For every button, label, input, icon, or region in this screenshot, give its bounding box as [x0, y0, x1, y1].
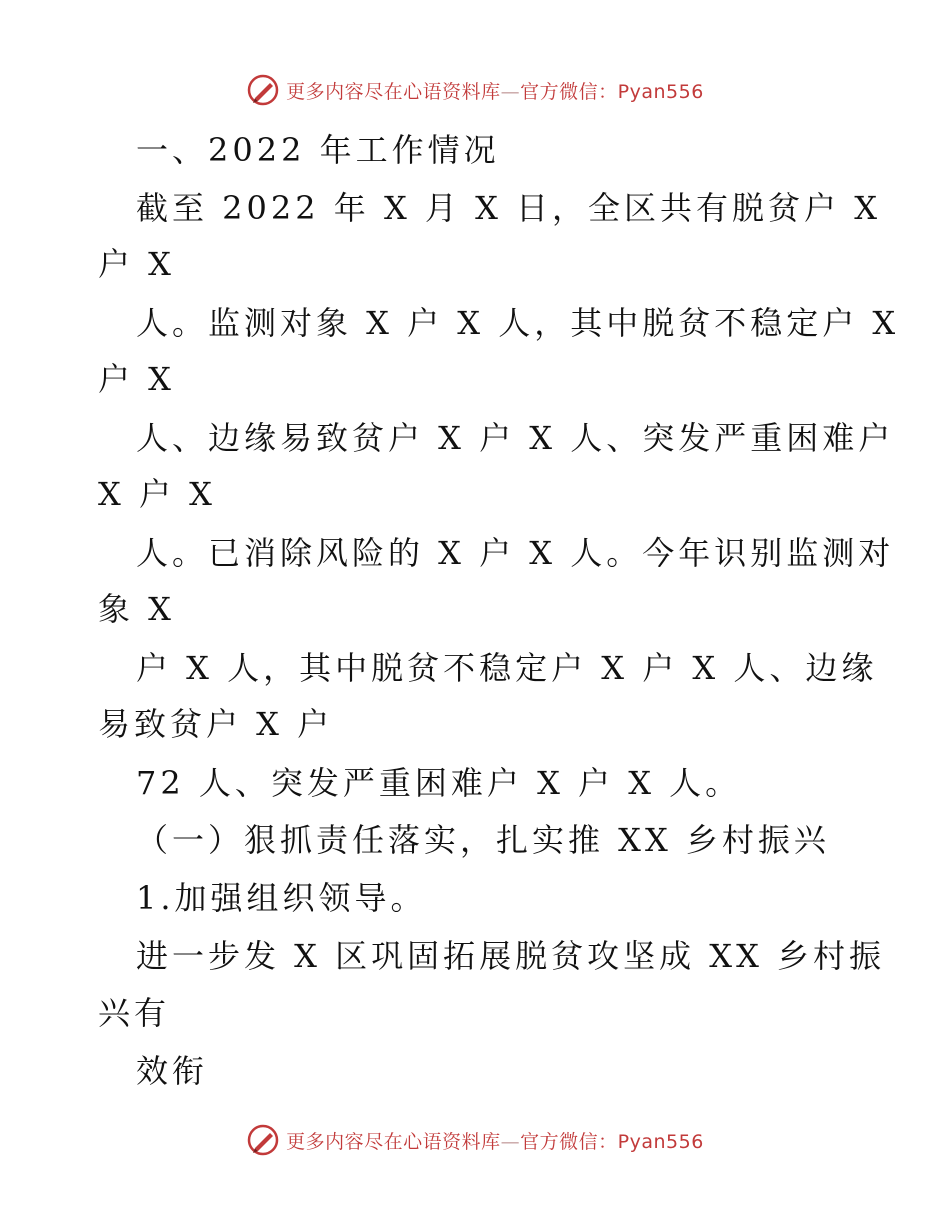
watermark-header	[0, 70, 950, 110]
watermark-text: 更多内容尽在心语资料库	[286, 80, 501, 103]
paragraph-line: 兴有	[98, 994, 171, 1032]
paragraph-line: 户 X 人，其中脱贫不稳定户 X 户 X 人、边缘	[136, 649, 878, 687]
paragraph-line: 象 X	[98, 590, 175, 628]
subsection-heading: （一）狠抓责任落实，扎实推 XX 乡村振兴	[136, 821, 830, 859]
pen-logo-icon	[246, 73, 280, 107]
pen-logo-icon	[246, 1123, 280, 1157]
paragraph-line: 易致贫户 X 户	[98, 705, 334, 743]
paragraph-line: 进一步发 X 区巩固拓展脱贫攻坚成 XX 乡村振	[136, 937, 886, 975]
paragraph-line: X 户 X	[98, 475, 216, 513]
watermark-separator: —	[500, 80, 521, 103]
watermark-contact: 官方微信：Pyan556	[520, 1130, 704, 1153]
paragraph-line: 户 X	[98, 360, 175, 398]
paragraph-line: 户 X	[98, 245, 175, 283]
paragraph-line: 人。监测对象 X 户 X 人，其中脱贫不稳定户 X	[136, 304, 900, 342]
watermark-footer	[0, 1120, 950, 1160]
paragraph-line: 72 人、突发严重困难户 X 户 X 人。	[136, 764, 742, 802]
paragraph-line: 人。已消除风险的 X 户 X 人。今年识别监测对	[136, 534, 895, 572]
section-heading: 一、2022 年工作情况	[136, 131, 500, 169]
paragraph-line: 人、边缘易致贫户 X 户 X 人、突发严重困难户	[136, 419, 895, 457]
paragraph-line: 效衔	[136, 1052, 209, 1090]
paragraph-line: 截至 2022 年 X 月 X 日，全区共有脱贫户 X	[136, 189, 881, 227]
watermark-text: 更多内容尽在心语资料库	[286, 1130, 501, 1153]
watermark-separator: —	[500, 1130, 521, 1153]
item-heading: 1.加强组织领导。	[136, 879, 427, 917]
watermark-contact: 官方微信：Pyan556	[520, 80, 704, 103]
